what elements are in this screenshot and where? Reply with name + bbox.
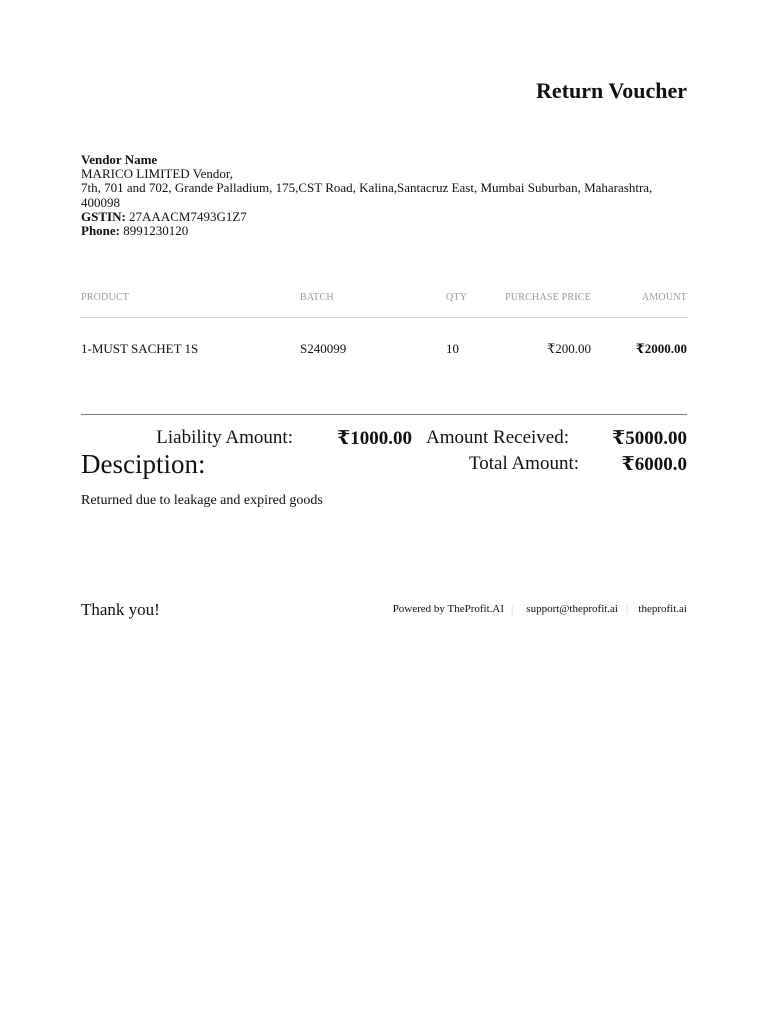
liability-label: Liability Amount:: [156, 427, 293, 448]
cell-amount: ₹2000.00: [635, 341, 687, 356]
header-batch: BATCH: [300, 292, 334, 303]
footer-separator: |: [626, 603, 629, 615]
summary-divider: [81, 414, 687, 415]
cell-price: ₹200.00: [546, 341, 591, 356]
powered-by-text: Powered by TheProfit.AI: [392, 603, 504, 615]
website-link[interactable]: theprofit.ai: [638, 603, 687, 615]
description-text: Returned due to leakage and expired goods: [81, 493, 323, 508]
header-product: PRODUCT: [81, 292, 130, 303]
gstin-value: 27AAACM7493G1Z7: [129, 208, 247, 224]
voucher-title: Return Voucher: [536, 78, 687, 103]
phone-value: 8991230120: [123, 223, 189, 239]
vendor-heading: Vendor Name: [81, 152, 158, 167]
vendor-name: MARICO LIMITED Vendor,: [81, 166, 233, 182]
received-label: Amount Received:: [426, 427, 569, 448]
received-value: ₹5000.00: [612, 428, 687, 449]
phone-label: Phone:: [81, 223, 120, 239]
support-email-link[interactable]: support@theprofit.ai: [526, 603, 618, 615]
cell-product: 1-MUST SACHET 1S: [81, 341, 199, 356]
total-label: Total Amount:: [468, 453, 579, 474]
cell-qty: 10: [446, 341, 459, 356]
header-amount: AMOUNT: [641, 292, 687, 303]
table-header-divider: [81, 317, 687, 318]
header-purchase-price: PURCHASE PRICE: [505, 292, 591, 303]
vendor-block: [81, 153, 691, 238]
footer-separator: |: [511, 603, 514, 615]
thank-you-text: Thank you!: [81, 600, 160, 619]
liability-value: ₹1000.00: [337, 428, 412, 449]
total-value: ₹6000.0: [621, 454, 687, 475]
description-heading: Desciption:: [81, 449, 206, 479]
gstin-label: GSTIN:: [81, 208, 126, 224]
vendor-phone-line: [81, 224, 691, 238]
header-qty: QTY: [446, 292, 468, 303]
cell-batch: S240099: [300, 341, 347, 356]
vendor-gstin-line: [81, 210, 691, 224]
vendor-address: 7th, 701 and 702, Grande Palladium, 175,CST Road, Kalina,Santacruz East, Mumbai Suburban, Maharashtra, 400098: [81, 180, 653, 210]
